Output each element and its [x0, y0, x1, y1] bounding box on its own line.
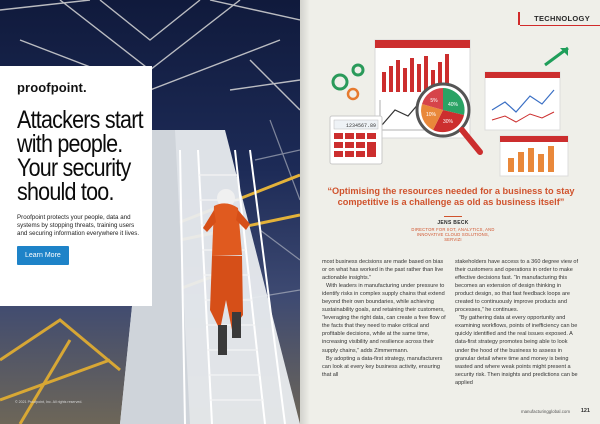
pie-label: 40% — [447, 102, 459, 108]
advert-body: Proofpoint protects your people, data and systems by stopping threats, training users and securing information everywhere it lives. — [17, 214, 140, 238]
gear-icon — [333, 65, 363, 89]
pie-label: 5% — [430, 98, 438, 104]
footer-site-url: manufacturingglobal.com — [520, 409, 570, 414]
paragraph: With leaders in manufacturing under pressure to identify risks in complex supply chains that extend beyond their own boundaries, while achieving sustainability goals, and retaining their customers, “leveraging the right data, can create a free flow of the facts that they need to make critical and profitable decisions, while at the same time, increasing visibility and resilience across their supply chains,” adds Zimmermann. — [322, 283, 446, 354]
pull-quote: “Optimising the resources needed for a business to stay competitive is a challenge as old as business itself” — [327, 186, 575, 208]
article-column-1 — [322, 258, 447, 379]
gear-icon — [348, 89, 358, 99]
section-label: TECHNOLOGY — [534, 14, 590, 23]
advert-card — [0, 66, 152, 306]
business-analytics-illustration — [320, 30, 590, 180]
headline-line: Your security — [17, 154, 131, 182]
section-marker — [518, 12, 520, 25]
bar-chart-card-icon — [500, 136, 568, 176]
paragraph: “By gathering data at every opportunity and examining workflows, points of inefficiency can be quickly identified and the real issues exposed. A data-first strategy promotes being able to look under the hood of the business to assess in granular detail where time and money is being wasted and where weak points might present a security risk. Then insights and predictions can be applied — [455, 315, 578, 386]
pie-chart-magnifier-icon — [417, 84, 480, 152]
headline-line: should too. — [17, 178, 114, 206]
paragraph: By adopting a data-first strategy, manufacturers can look at every key business activity, ensuring that all — [322, 355, 443, 378]
byline-role — [360, 227, 546, 242]
proofpoint-logo: proofpoint. — [17, 80, 87, 95]
byline-role-line: INNOVATIVE CLOUD SOLUTIONS, — [416, 232, 490, 237]
page-number: 121 — [580, 408, 590, 414]
calculator-icon — [330, 116, 382, 164]
section-rule — [520, 25, 600, 26]
advert-copyright: © 2021 Proofpoint, Inc. All rights reserved. — [15, 400, 83, 404]
headline-line: with people. — [17, 130, 123, 158]
pie-label: 10% — [425, 112, 437, 118]
headline-line: Attackers start — [17, 106, 143, 134]
byline-role-line: DIRECTOR FOR IIOT, ANALYTICS, AND — [411, 227, 495, 232]
pie-label: 30% — [442, 119, 454, 125]
article-column-2 — [455, 258, 580, 387]
paragraph: stakeholders have access to a 360 degree view of their customers and operations in order to make effective decisions fast. “In manufacturing this becomes an extension of design thinking in product design, so that fast feedback loops are created to continuously improve products and processes,” he continues. — [455, 259, 579, 314]
line-chart-card-icon — [485, 48, 568, 130]
learn-more-button[interactable]: Learn More — [17, 246, 69, 265]
byline-role-line: SERVIZI — [444, 237, 462, 242]
quote-rule — [444, 216, 462, 217]
calculator-display: 1234567.89 — [345, 123, 376, 129]
paragraph: most business decisions are made based on bias or on what has worked in the past rather than live actionable insights.” — [322, 259, 444, 282]
byline — [360, 220, 546, 242]
byline-name: JENS BECK — [437, 220, 469, 226]
article-page — [300, 0, 600, 424]
advert-headline — [17, 108, 146, 204]
